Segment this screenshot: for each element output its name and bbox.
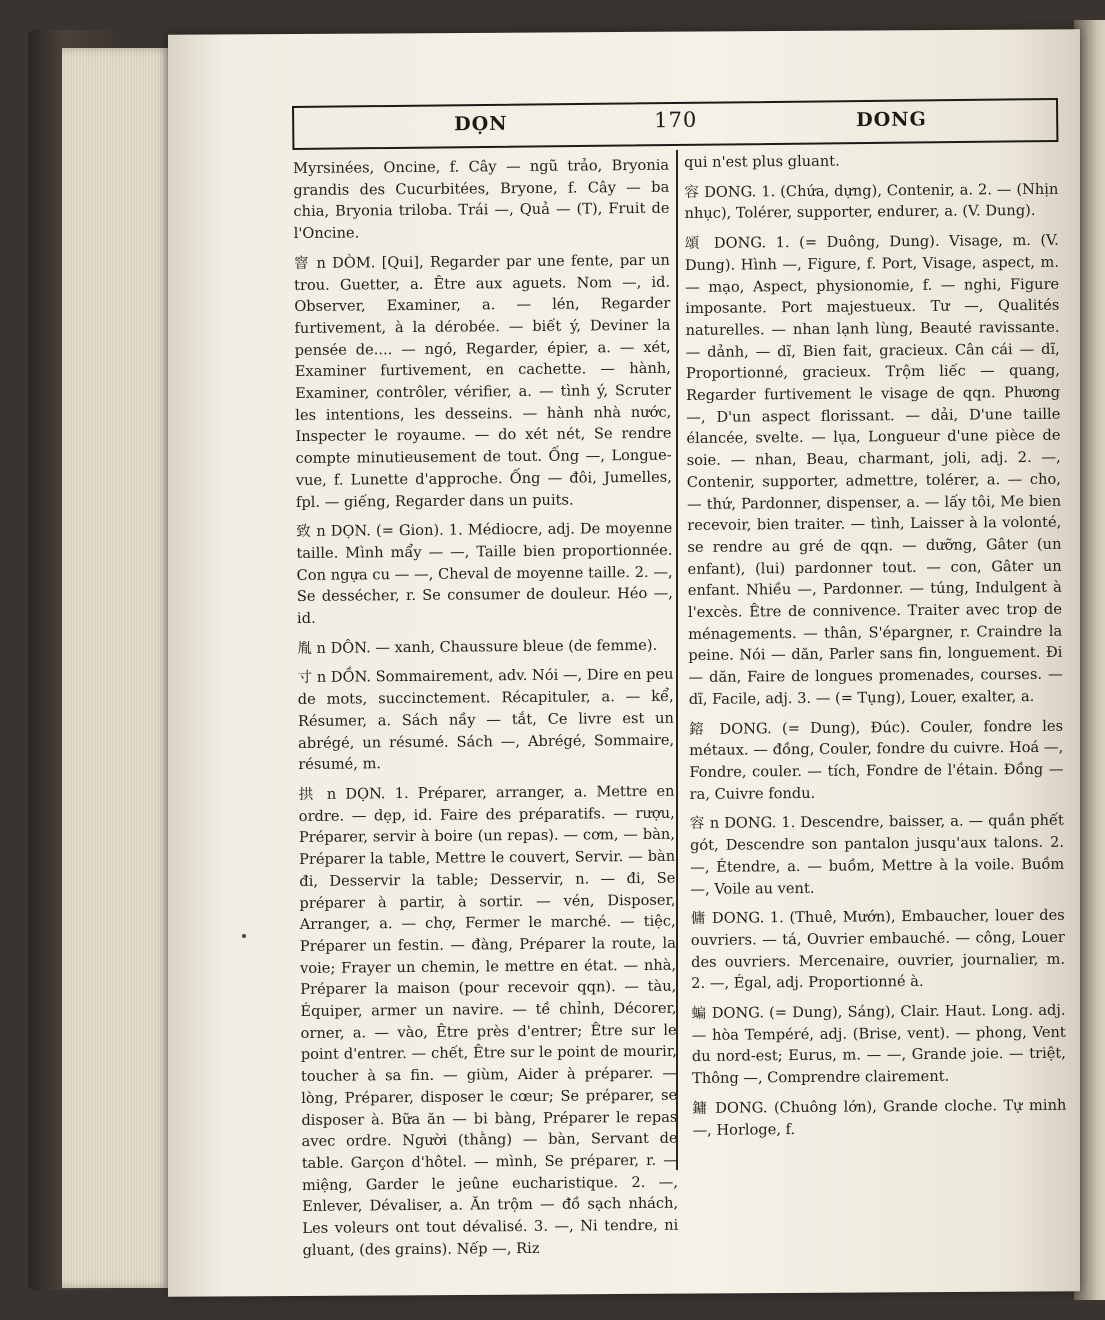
entry: 蝙 DONG. (= Dung), Sáng), Clair. Haut. Long. adj. — hòa Tempéré, adj. (Brise, vent). — phong, Vent du nord-est; Eurus, m. — —, Grande joie. — triệt, Thông —, Comprendre clairement. [691, 1001, 1066, 1088]
left-column [293, 155, 679, 1270]
ink-spot [242, 934, 246, 938]
right-column [684, 149, 1067, 1149]
entry: 寸 n DỒN. Sommairement, adv. Nói —, Dire en peu de mots, succinctement. Récapituler, a. — kể, Résumer, a. Sách nầy — tắt, Ce livre est un abrégé, un résumé. Sách —, Abrégé, Sommaire, résumé, m. [297, 666, 675, 774]
entry: 鎔 DONG. (= Dung), Đúc). Couler, fondre les métaux. — đồng, Couler, fondre du cuivre. Hoá —, Fondre, couler. — tích, Fondre de l'étain. Đồng — ra, Cuivre fondu. [688, 717, 1064, 803]
entry: Myrsinées, Oncine, f. Cây — ngũ trảo, Bryonia grandis des Cucurbitées, Bryone, f. Cây — ba chia, Bryonia triloba. Trái —, Quả — (T), Fruit de l'Oncine. [293, 156, 670, 243]
page-number: 170 [654, 107, 698, 133]
entry: 胤 n DÔN. — xanh, Chaussure bleue (de femme). [297, 636, 658, 657]
page-edges [62, 48, 172, 1288]
entry: 容 DONG. 1. (Chứa, dựng), Contenir, a. 2. — (Nhịn nhục), Tolérer, supporter, endurer, a. (V. Dung). [684, 180, 1059, 223]
entry: 鏞 DONG. (Chuông lớn), Grande cloche. Tự minh —, Horloge, f. [692, 1096, 1067, 1139]
header-left-word: DỌN [454, 112, 508, 136]
entry: 拱 n DỌN. 1. Préparer, arranger, a. Mettre en ordre. — dẹp, id. Faire des préparatifs. — rượu, Préparer, servir à boire (un repas). — cơm, — bàn, Préparer la table, Mettre le couvert, Servir. — bàn đi, Desservir la table; Desservir, n. — đi, Se préparer à partir, à sortir. — vén, Disposer, Arranger, a. — chợ, Fermer le marché. — tiệc, Préparer un festin. — đàng, Préparer la route, la voie; Frayer un chemin, le mettre en état. — nhà, Préparer la maison (pour recevoir qqn). — tàu, Équiper, armer un navire. — tề chỉnh, Décorer, orner, a. — vào, Être près d'entrer; Être sur le point d'entrer. — chết, Être sur le point de mourir, toucher à sa fin. — giùm, Aider à préparer. — lòng, Préparer, disposer le cœur; Se préparer, se disposer à. Bữa ăn — bi bàng, Préparer le repas avec ordre. Người (thằng) — bàn, Servant de table. Garçon d'hôtel. — mình, Se préparer, r. — miệng, Garder le jeûne eucharistique. 2. —, Enlever, Dévaliser, a. Ăn trộm — đồ sạch nhách, Les voleurs ont tout dévalisé. 3. —, Ni tendre, ni gluant, (des grains). Nếp —, Riz [298, 782, 679, 1259]
running-header [292, 98, 1058, 150]
entry: 致 n DỌN. (= Gion). 1. Médiocre, adj. De moyenne taille. Mình mẩy — —, Taille bien proportionnée. Con ngựa cu — —, Cheval de moyenne taille. 2. —, Se dessécher, r. Se consumer de douleur. Héo —, id. [296, 519, 673, 628]
entry: 頌 DONG. 1. (= Duông, Dung). Visage, m. (V. Dung). Hình —, Figure, f. Port, Visage, aspect, m. — mạo, Aspect, physionomie, f. — nghi, Figure imposante. Port majestueux. Tư —, Qualités naturelles. — nhan lạnh lùng, Beauté ravissante. — dảnh, — dĩ, Bien fait, gracieux. Cân cái — dĩ, Proportionné, gracieux. Trộm liếc — quang, Regarder furtivement le visage de qqn. Phương —, D'un aspect florissant. — dải, D'une taille élancée, svelte. — lụa, Longueur d'une pièce de soie. — nhan, Beau, charmant, joli, adj. 2. —, Contenir, supporter, admettre, tolérer, a. — cho, — thứ, Pardonner, dispenser, a. — lấy tôi, Me bien recevoir, bien traiter. — tình, Laisser à la volonté, se rendre au gré de qqn. — dưỡng, Gâter (un enfant), (lui) pardonner tout. — con, Gâter un enfant. Nhiều —, Pardonner. — túng, Indulgent à l'excès. Être de connivence. Traiter avec trop de ménagements. — thân, S'épargner, r. Craindre la peine. Nói — dăn, Parler sans fin, longuement. Đi — dăn, Faire de longues promenades, courses. — dĩ, Facile, adj. 3. — (= Tụng), Louer, exalter, a. [684, 231, 1063, 708]
entry: 窨 n DÒM. [Qui], Regarder par une fente, par un trou. Guetter, a. Être aux aguets. Nom —, id. Observer, Examiner, a. — lén, Regarder furtivement, à la dérobée. — biết ý, Deviner la pensée de.... — ngó, Regarder, épier, a. — xét, Examiner furtivement, en cachette. — hành, Examiner, contrôler, vérifier, a. — tình ý, Scruter les intentions, les desseins. — hành nhà nước, Inspecter le royaume. — do xét nét, Se rendre compte minutieusement de tout. Ống —, Longue-vue, f. Lunette d'approche. Ống — đôi, Jumelles, fpl. — giếng, Regarder dans un puits. [293, 251, 672, 511]
entry: 傭 DONG. 1. (Thuê, Mướn), Embaucher, louer des ouvriers. — tá, Ouvrier embauché. — công, Louer des ouvriers. Mercenaire, ouvrier, journalier, m. 2. —, Égal, adj. Proportionné à. [690, 906, 1066, 993]
entry: qui n'est plus gluant. [684, 152, 840, 171]
entry: 容 n DONG. 1. Descendre, baisser, a. — quần phết gót, Descendre son pantalon jusqu'aux talons. 2. —, Étendre, a. — buồm, Mettre à la voile. Buồm —, Voile au vent. [689, 812, 1065, 898]
header-right-word: DONG [856, 108, 927, 132]
